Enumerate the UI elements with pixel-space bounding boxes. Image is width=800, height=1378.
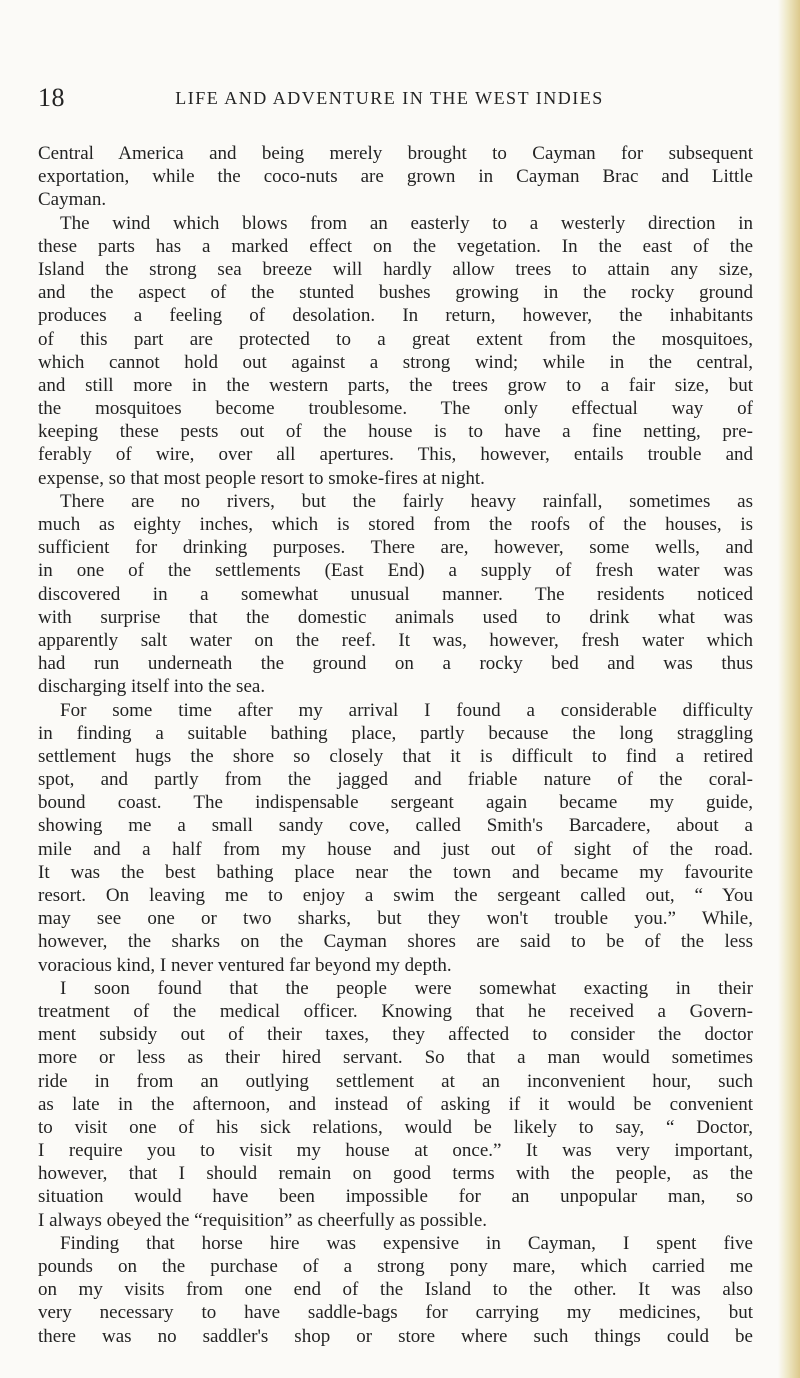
text-line: which cannot hold out against a strong wind; while in the central,	[38, 351, 753, 373]
running-title: LIFE AND ADVENTURE IN THE WEST INDIES	[175, 88, 604, 108]
text-line: on my visits from one end of the Island to the other. It was also	[38, 1279, 753, 1301]
text-line: with surprise that the domestic animals used to drink what was	[38, 606, 753, 628]
text-line: more or less as their hired servant. So that a man would sometimes	[38, 1047, 753, 1069]
paragraph-first-line: The wind which blows from an easterly to a westerly direction in	[60, 212, 753, 234]
text-line: discharging itself into the sea.	[38, 676, 266, 698]
text-line: spot, and partly from the jagged and friable nature of the coral-	[38, 769, 753, 791]
text-line: exportation, while the coco-nuts are grown in Cayman Brac and Little	[38, 166, 753, 188]
text-line: as late in the afternoon, and instead of asking if it would be convenient	[38, 1093, 753, 1115]
text-line: and still more in the western parts, the trees grow to a fair size, but	[38, 374, 753, 396]
text-line: sufficient for drinking purposes. There are, however, some wells, and	[38, 537, 753, 559]
page-edge-shadow	[778, 0, 800, 1378]
text-line: these parts has a marked effect on the vegetation. In the east of the	[38, 235, 753, 257]
text-line: voracious kind, I never ventured far beyond my depth.	[38, 954, 452, 976]
text-line: however, the sharks on the Cayman shores are said to be of the less	[38, 931, 753, 953]
text-line: apparently salt water on the reef. It was, however, fresh water which	[38, 629, 753, 651]
text-line: had run underneath the ground on a rocky bed and was thus	[38, 653, 753, 675]
text-line: I require you to visit my house at once.” It was very important,	[38, 1140, 753, 1162]
text-line: It was the best bathing place near the town and became my favourite	[38, 861, 753, 883]
text-line: keeping these pests out of the house is to have a fine netting, pre-	[38, 421, 753, 443]
text-line: produces a feeling of desolation. In return, however, the inhabitants	[38, 305, 753, 327]
text-line: treatment of the medical officer. Knowing that he received a Govern-	[38, 1000, 753, 1022]
text-line: ride in from an outlying settlement at an inconvenient hour, such	[38, 1070, 753, 1092]
text-line: to visit one of his sick relations, would be likely to say, “ Doctor,	[38, 1116, 753, 1138]
text-line: I always obeyed the “requisition” as cheerfully as possible.	[38, 1209, 487, 1231]
text-line: Island the strong sea breeze will hardly allow trees to attain any size,	[38, 258, 753, 280]
text-line: however, that I should remain on good terms with the people, as the	[38, 1163, 753, 1185]
running-head	[38, 83, 741, 113]
body-text	[38, 142, 753, 1348]
text-line: mile and a half from my house and just out of sight of the road.	[38, 838, 753, 860]
paragraph-first-line: For some time after my arrival I found a considerable difficulty	[60, 699, 753, 721]
text-line: may see one or two sharks, but they won't trouble you.” While,	[38, 908, 753, 930]
text-line: ment subsidy out of their taxes, they affected to consider the doctor	[38, 1024, 753, 1046]
text-line: the mosquitoes become troublesome. The only effectual way of	[38, 398, 753, 420]
paragraph-first-line: Finding that horse hire was expensive in Cayman, I spent five	[60, 1232, 753, 1254]
text-line: very necessary to have saddle-bags for carrying my medicines, but	[38, 1302, 753, 1324]
text-line: of this part are protected to a great extent from the mosquitoes,	[38, 328, 753, 350]
text-line: in finding a suitable bathing place, partly because the long straggling	[38, 722, 753, 744]
text-line: much as eighty inches, which is stored from the roofs of the houses, is	[38, 514, 753, 535]
text-line: Central America and being merely brought to Cayman for subsequent	[38, 143, 753, 164]
text-line: in one of the settlements (East End) a supply of fresh water was	[38, 560, 753, 582]
paragraph-first-line: I soon found that the people were somewhat exacting in their	[60, 977, 753, 999]
text-line: there was no saddler's shop or store where such things could be	[38, 1325, 753, 1347]
text-line: showing me a small sandy cove, called Smith's Barcadere, about a	[38, 815, 753, 837]
text-line: bound coast. The indispensable sergeant again became my guide,	[38, 792, 753, 814]
text-line: discovered in a somewhat unusual manner. The residents noticed	[38, 583, 753, 605]
paragraph-first-line: There are no rivers, but the fairly heavy rainfall, sometimes as	[60, 490, 753, 512]
page-number: 18	[38, 83, 65, 112]
text-line: situation would have been impossible for an unpopular man, so	[38, 1186, 753, 1208]
text-line: and the aspect of the stunted bushes growing in the rocky ground	[38, 282, 753, 304]
text-line: Cayman.	[38, 189, 107, 211]
text-line: pounds on the purchase of a strong pony mare, which carried me	[38, 1256, 753, 1277]
text-line: ferably of wire, over all apertures. This, however, entails trouble and	[38, 444, 753, 466]
text-line: expense, so that most people resort to smoke-fires at night.	[38, 467, 485, 489]
text-line: resort. On leaving me to enjoy a swim the sergeant called out, “ You	[38, 885, 753, 906]
text-line: settlement hugs the shore so closely that it is difficult to find a retired	[38, 745, 753, 767]
